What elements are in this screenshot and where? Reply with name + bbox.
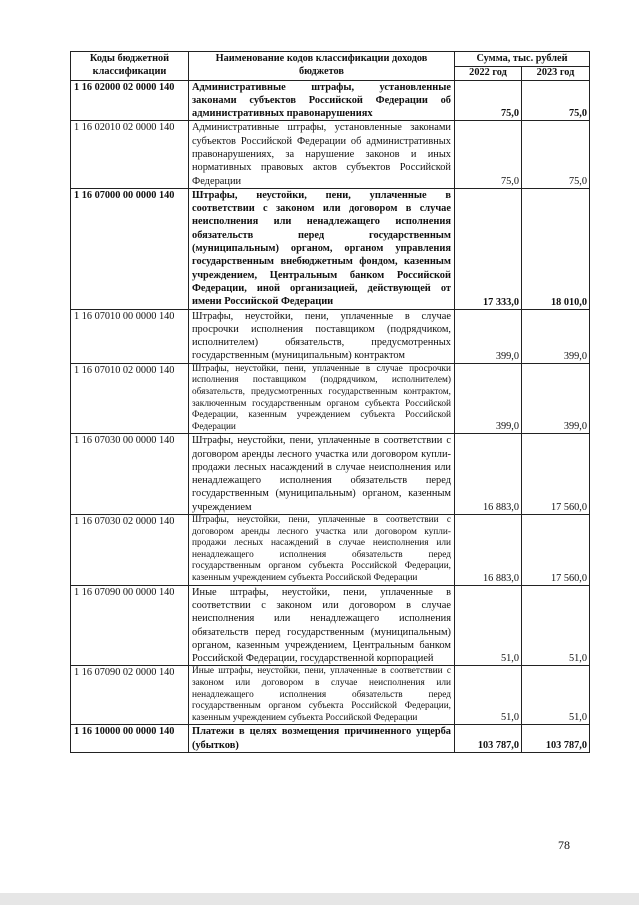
row-value-2022: 75,0 bbox=[455, 80, 522, 121]
row-value-2022: 399,0 bbox=[455, 363, 522, 434]
row-value-2022: 16 883,0 bbox=[455, 515, 522, 586]
row-code: 1 16 02000 02 0000 140 bbox=[71, 80, 189, 121]
row-value-2022: 103 787,0 bbox=[455, 725, 522, 753]
budget-revenue-table bbox=[70, 51, 590, 753]
row-name: Административные штрафы, установленные законами субъектов Российской Федерации об административных правонарушениях bbox=[189, 80, 455, 121]
row-name: Штрафы, неустойки, пени, уплаченные в соответствии с законом или договором в случае неисполнения или ненадлежащего исполнения обязательств перед государственным (муниципальным) органом, органом управления государственным внебюджетным фондом, казенным учреждением, Центральным банком Российской Федерации, иной организацией, действующей от имени Российской Федерации bbox=[189, 188, 455, 309]
row-name: Иные штрафы, неустойки, пени, уплаченные в соответствии с законом или договором в случае неисполнения или ненадлежащего исполнения обязательств перед государственным (муниципальным) органом, казенным учреждением, Центральным банком Российской Федерации, государственной корпорацией bbox=[189, 585, 455, 666]
row-value-2022: 16 883,0 bbox=[455, 434, 522, 515]
table-row bbox=[71, 585, 590, 666]
row-value-2022: 75,0 bbox=[455, 121, 522, 188]
header-code-names: Наименование кодов классификации доходов бюджетов bbox=[189, 52, 455, 81]
row-value-2022: 51,0 bbox=[455, 666, 522, 725]
row-value-2023: 17 560,0 bbox=[522, 515, 590, 586]
table-row bbox=[71, 309, 590, 363]
row-value-2022: 399,0 bbox=[455, 309, 522, 363]
row-code: 1 16 07090 02 0000 140 bbox=[71, 666, 189, 725]
row-code: 1 16 07030 00 0000 140 bbox=[71, 434, 189, 515]
row-name: Штрафы, неустойки, пени, уплаченные в соответствии с договором аренды лесного участка или договором купли-продажи лесных насаждений в случае неисполнения или ненадлежащего исполнения обязательств перед государственным органом субъекта Российской Федерации, казенным учреждением субъекта Российской Федерации bbox=[189, 515, 455, 586]
row-value-2023: 399,0 bbox=[522, 363, 590, 434]
table-row bbox=[71, 121, 590, 188]
row-value-2023: 18 010,0 bbox=[522, 188, 590, 309]
row-value-2023: 103 787,0 bbox=[522, 725, 590, 753]
header-year-2023: 2023 год bbox=[522, 67, 590, 81]
row-name: Административные штрафы, установленные законами субъектов Российской Федерации об административных правонарушениях, за нарушение законов и иных нормативных правовых актов субъектов Российской Федерации bbox=[189, 121, 455, 188]
header-budget-codes: Коды бюджетной классификации bbox=[71, 52, 189, 81]
table-row bbox=[71, 725, 590, 753]
row-code: 1 16 07000 00 0000 140 bbox=[71, 188, 189, 309]
row-name: Штрафы, неустойки, пени, уплаченные в случае просрочки исполнения поставщиком (подрядчиком, исполнителем) обязательств, предусмотренных государственным (муниципальным) контрактом bbox=[189, 309, 455, 363]
row-name: Штрафы, неустойки, пени, уплаченные в соответствии с договором аренды лесного участка или договором купли-продажи лесных насаждений в случае неисполнения или ненадлежащего исполнения обязательств перед государственным (муниципальным) органом, казенным учреждением bbox=[189, 434, 455, 515]
table-row bbox=[71, 188, 590, 309]
table-row bbox=[71, 515, 590, 586]
page-number: 78 bbox=[558, 838, 570, 852]
table-row bbox=[71, 80, 590, 121]
row-value-2023: 75,0 bbox=[522, 121, 590, 188]
row-code: 1 16 07090 00 0000 140 bbox=[71, 585, 189, 666]
row-code: 1 16 07030 02 0000 140 bbox=[71, 515, 189, 586]
header-year-2022: 2022 год bbox=[455, 67, 522, 81]
row-value-2022: 51,0 bbox=[455, 585, 522, 666]
row-value-2023: 51,0 bbox=[522, 585, 590, 666]
budget-table-sheet bbox=[70, 51, 589, 753]
row-value-2022: 17 333,0 bbox=[455, 188, 522, 309]
row-name: Иные штрафы, неустойки, пени, уплаченные в соответствии с законом или договором в случае неисполнения или ненадлежащего исполнения обязательств перед государственным органом субъекта Российской Федерации, казенным учреждением субъекта Российской Федерации bbox=[189, 666, 455, 725]
row-name: Платежи в целях возмещения причиненного ущерба (убытков) bbox=[189, 725, 455, 753]
row-code: 1 16 07010 00 0000 140 bbox=[71, 309, 189, 363]
header-sum: Сумма, тыс. рублей bbox=[455, 52, 590, 67]
row-code: 1 16 02010 02 0000 140 bbox=[71, 121, 189, 188]
scan-bottom-edge bbox=[0, 893, 639, 905]
row-value-2023: 51,0 bbox=[522, 666, 590, 725]
row-code: 1 16 10000 00 0000 140 bbox=[71, 725, 189, 753]
row-value-2023: 17 560,0 bbox=[522, 434, 590, 515]
row-name: Штрафы, неустойки, пени, уплаченные в случае просрочки исполнения поставщиком (подрядчиком, исполнителем) обязательств, предусмотренных государственным контрактом, заключенным государственным органом субъекта Российской Федерации, казенным учреждением субъекта Российской Федерации bbox=[189, 363, 455, 434]
row-value-2023: 75,0 bbox=[522, 80, 590, 121]
table-row bbox=[71, 666, 590, 725]
table-row bbox=[71, 434, 590, 515]
row-code: 1 16 07010 02 0000 140 bbox=[71, 363, 189, 434]
table-row bbox=[71, 363, 590, 434]
row-value-2023: 399,0 bbox=[522, 309, 590, 363]
